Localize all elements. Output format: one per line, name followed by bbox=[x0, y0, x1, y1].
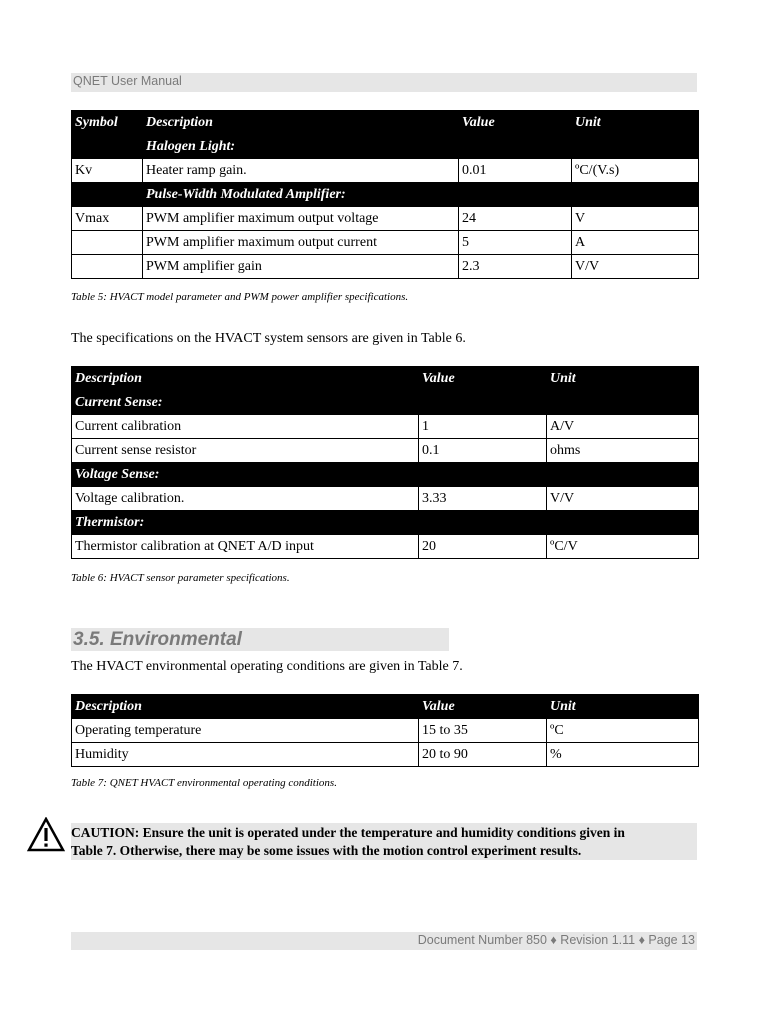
table-cell: 15 to 35 bbox=[419, 719, 547, 743]
table-cell: PWM amplifier gain bbox=[143, 255, 459, 279]
table-row bbox=[72, 439, 699, 463]
table-6-caption: Table 6: HVACT sensor parameter specifications. bbox=[71, 572, 290, 584]
group-label: Halogen Light: bbox=[143, 135, 699, 159]
table-group-row bbox=[72, 463, 699, 487]
table-cell: ºC/(V.s) bbox=[572, 159, 699, 183]
table-group-row bbox=[72, 183, 699, 207]
table-row bbox=[72, 231, 699, 255]
table-header-row bbox=[72, 695, 699, 719]
table-cell bbox=[72, 231, 143, 255]
table-cell: 0.01 bbox=[459, 159, 572, 183]
table-cell: 3.33 bbox=[419, 487, 547, 511]
table-header-row bbox=[72, 111, 699, 135]
table-cell: 2.3 bbox=[459, 255, 572, 279]
table-cell: ºC/V bbox=[547, 535, 699, 559]
table-cell: ºC bbox=[547, 719, 699, 743]
table-5 bbox=[71, 110, 699, 279]
table-row bbox=[72, 743, 699, 767]
table-group-row bbox=[72, 391, 699, 415]
table-cell: % bbox=[547, 743, 699, 767]
table-6-intro: The specifications on the HVACT system sensors are given in Table 6. bbox=[71, 331, 466, 346]
table-cell: 24 bbox=[459, 207, 572, 231]
table-row bbox=[72, 535, 699, 559]
table-cell: Thermistor calibration at QNET A/D input bbox=[72, 535, 419, 559]
table-row bbox=[72, 159, 699, 183]
table-cell: Voltage calibration. bbox=[72, 487, 419, 511]
table-group-row bbox=[72, 135, 699, 159]
table-cell: Heater ramp gain. bbox=[143, 159, 459, 183]
table-cell: V bbox=[572, 207, 699, 231]
table-cell: Kv bbox=[72, 159, 143, 183]
table-cell: A bbox=[572, 231, 699, 255]
running-header: QNET User Manual bbox=[71, 73, 697, 92]
table-cell: PWM amplifier maximum output current bbox=[143, 231, 459, 255]
table-7 bbox=[71, 694, 699, 767]
column-header: Value bbox=[459, 111, 572, 135]
caution-note bbox=[71, 823, 697, 860]
section-heading: 3.5. Environmental bbox=[71, 628, 449, 651]
table-cell: ohms bbox=[547, 439, 699, 463]
table-row bbox=[72, 207, 699, 231]
table-cell: 20 to 90 bbox=[419, 743, 547, 767]
table-7-caption: Table 7: QNET HVACT environmental operating conditions. bbox=[71, 777, 337, 789]
table-6 bbox=[71, 366, 699, 559]
table-cell: Current sense resistor bbox=[72, 439, 419, 463]
column-header: Unit bbox=[547, 367, 699, 391]
table-cell: PWM amplifier maximum output voltage bbox=[143, 207, 459, 231]
table-group-row bbox=[72, 511, 699, 535]
table-5-caption: Table 5: HVACT model parameter and PWM power amplifier specifications. bbox=[71, 291, 409, 303]
table-cell: Current calibration bbox=[72, 415, 419, 439]
column-header: Description bbox=[143, 111, 459, 135]
table-row bbox=[72, 719, 699, 743]
table-row bbox=[72, 255, 699, 279]
table-cell: Vmax bbox=[72, 207, 143, 231]
group-label: Voltage Sense: bbox=[72, 463, 699, 487]
column-header: Unit bbox=[547, 695, 699, 719]
table-cell: Humidity bbox=[72, 743, 419, 767]
table-cell: V/V bbox=[572, 255, 699, 279]
table-row bbox=[72, 487, 699, 511]
column-header: Value bbox=[419, 367, 547, 391]
group-label: Pulse-Width Modulated Amplifier: bbox=[143, 183, 699, 207]
column-header: Symbol bbox=[72, 111, 143, 135]
table-header-row bbox=[72, 367, 699, 391]
table-cell: 1 bbox=[419, 415, 547, 439]
table-cell: Operating temperature bbox=[72, 719, 419, 743]
column-header: Description bbox=[72, 367, 419, 391]
column-header: Unit bbox=[572, 111, 699, 135]
table-cell: V/V bbox=[547, 487, 699, 511]
caution-line: CAUTION: Ensure the unit is operated under the temperature and humidity conditions given in bbox=[71, 825, 625, 840]
running-footer: Document Number 850 ♦ Revision 1.11 ♦ Page 13 bbox=[71, 932, 697, 950]
caution-line: Table 7. Otherwise, there may be some issues with the motion control experiment results. bbox=[71, 843, 582, 858]
group-label: Thermistor: bbox=[72, 511, 699, 535]
table-cell: 5 bbox=[459, 231, 572, 255]
group-label: Current Sense: bbox=[72, 391, 699, 415]
table-cell: A/V bbox=[547, 415, 699, 439]
table-row bbox=[72, 415, 699, 439]
warning-triangle-icon bbox=[27, 817, 65, 853]
column-header: Description bbox=[72, 695, 419, 719]
table-7-intro: The HVACT environmental operating conditions are given in Table 7. bbox=[71, 659, 463, 674]
table-cell: 0.1 bbox=[419, 439, 547, 463]
table-cell: 20 bbox=[419, 535, 547, 559]
table-cell bbox=[72, 255, 143, 279]
column-header: Value bbox=[419, 695, 547, 719]
